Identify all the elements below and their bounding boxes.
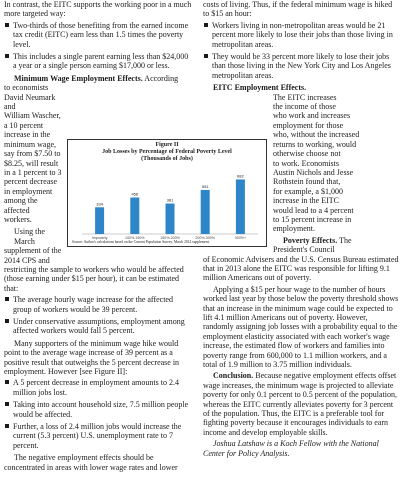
list-item: This includes a single parent earning less than $24,000 a year or a single person earning $17,000 or less. xyxy=(4,52,193,71)
bar xyxy=(95,207,104,234)
square-bullet-icon xyxy=(5,402,9,406)
x-tick-label: 200%-300% xyxy=(195,236,215,240)
bar-chart xyxy=(68,140,268,248)
x-tick-label: Impoverty xyxy=(91,236,108,240)
march-paragraph: restricting the sample to workers who would be affected (those earning under $15 per hour), it can be estimated that: xyxy=(4,264,184,293)
supporters-paragraph: Many supporters of the minimum wage hike would point to the average wage increase of 39 percent as a positive result that outweighs the 5 percent decrease in employment. However [see Figure II]: xyxy=(4,338,180,377)
author-byline: Joshua Latshaw is a Koch Fellow with the National Center for Policy Analysis. xyxy=(203,439,379,458)
bar xyxy=(236,179,245,234)
square-bullet-icon xyxy=(204,23,208,27)
section-heading: Minimum Wage Employment Effects. xyxy=(14,73,143,83)
square-bullet-icon xyxy=(5,54,9,58)
square-bullet-icon xyxy=(5,297,9,301)
bar-value-label: 456 xyxy=(131,191,139,197)
list-item: The average hourly wage increase for the affected group of workers would be 39 percent. xyxy=(4,295,193,314)
list-item: Taking into account household size, 7.5 million people would be affected. xyxy=(4,400,193,419)
square-bullet-icon xyxy=(204,54,208,58)
x-tick-label: 150%-200% xyxy=(160,236,180,240)
bar-value-label: 381 xyxy=(166,197,174,203)
bullet-list-geography xyxy=(203,21,399,80)
eitc-paragraph: The EITC increases the income of those who work and increases employment for those who, without the increased returns to working, would otherwise choose not to work. Economists Austin Nichols and Jesse Rothstein found that, for example, a $1,000 increase in the EITC would lead to a 4 percent to 15 percent increase in employment. Poverty Effects. The President's Council xyxy=(273,92,360,255)
figure-source: Source: Author's calculations based on the Current Population Survey, March 2014 supplement. xyxy=(72,240,210,244)
bar-value-label: 551 xyxy=(201,183,209,189)
bullet-list-job-losses xyxy=(4,378,193,450)
section-heading: Conclusion. xyxy=(213,371,254,381)
conclusion-paragraph: Conclusion. Because negative employment effects offset wage increases, the minimum wage is projected to alleviate poverty for only 0.1 percent to 0.5 percent of the population, whereas the EITC currently alleviates poverty for 3 percent of the population. Thus, the EITC is a preferable tool for fighting poverty because it encourages individuals to earn income and develop employable skills. xyxy=(203,371,397,437)
bullet-list-wage-effects xyxy=(4,295,193,336)
applying-paragraph: Applying a $15 per hour wage to the number of hours worked last year by those below the poverty threshold shows that an increase in the minimum wage could be expected to lift 4.1 million Americans out of poverty. However, randomly assigning job losses with a probability equal to the employment elasticity associated with each worker's wage increase, the estimated flow of workers and families into poverty range from 600,000 to 1.1 million workers, and a total of 1.9 million to 3.75 million individuals. xyxy=(203,284,399,370)
eitc-heading-line xyxy=(203,83,399,92)
list-item: Under conservative assumptions, employment among affected workers would fall 5 percent. xyxy=(4,317,193,336)
bar-value-label: 682 xyxy=(237,173,244,179)
list-item: Two-thirds of those benefiting from the earned income tax credit (EITC) earn less than 1.5 times the poverty level. xyxy=(4,21,193,49)
bar xyxy=(130,198,139,234)
poverty-paragraph: of Economic Advisers and the U.S. Census Bureau estimated that in 2013 alone the EITC was responsible for lifting 9.1 million Americans out of poverty. xyxy=(203,254,399,283)
x-tick-label: 100%-150% xyxy=(125,236,145,240)
min-wage-paragraph: to economists David Neumark and William Wascher, a 10 percent increase in the minimum wage, say from $7.50 to $8.25, will result in a 1 percent to 3 percent decrease in employment among the affected workers. Using the March supplement of the 2014 CPS and xyxy=(4,83,62,265)
section-heading: Poverty Effects. xyxy=(283,235,338,245)
square-bullet-icon xyxy=(5,380,9,384)
section-heading: EITC Employment Effects. xyxy=(213,83,307,93)
intro-paragraph: In contrast, the EITC supports the working poor in a much more targeted way: xyxy=(4,0,192,19)
list-item: They would be 33 percent more likely to lose their jobs than those living in the New York City and Los Angeles metropolitan areas. xyxy=(203,52,399,80)
negative-effects-paragraph: The negative employment effects should be concentrated in areas with lower wage rates and lower xyxy=(4,453,178,472)
square-bullet-icon xyxy=(5,23,9,27)
square-bullet-icon xyxy=(5,424,9,428)
square-bullet-icon xyxy=(5,319,9,323)
figure-title: Figure II Job Losses by Percentage of Federal Poverty Level (Thousands of Jobs) xyxy=(102,142,232,162)
bar xyxy=(166,204,175,234)
list-item: Workers living in non-metropolitan areas would be 21 percent more likely to lose their jobs than those living in metropolitan areas. xyxy=(203,21,399,49)
bullet-list-eitc-recipients xyxy=(4,21,193,71)
bar xyxy=(201,190,210,234)
cost-paragraph: costs of living. Thus, if the federal minimum wage is hiked to $15 an hour: xyxy=(203,0,393,19)
list-item: Further, a loss of 2.4 million jobs would increase the current (5.3 percent) U.S. unemployment rate to 7 percent. xyxy=(4,422,193,450)
list-item: A 5 percent decrease in employment amounts to 2.4 million jobs lost. xyxy=(4,378,193,397)
x-tick-label: 300%+ xyxy=(234,236,247,240)
bar-value-label: 334 xyxy=(96,201,103,207)
min-wage-heading-line: Minimum Wage Employment Effects. According xyxy=(14,73,179,83)
figure-ii-chart xyxy=(67,139,267,247)
